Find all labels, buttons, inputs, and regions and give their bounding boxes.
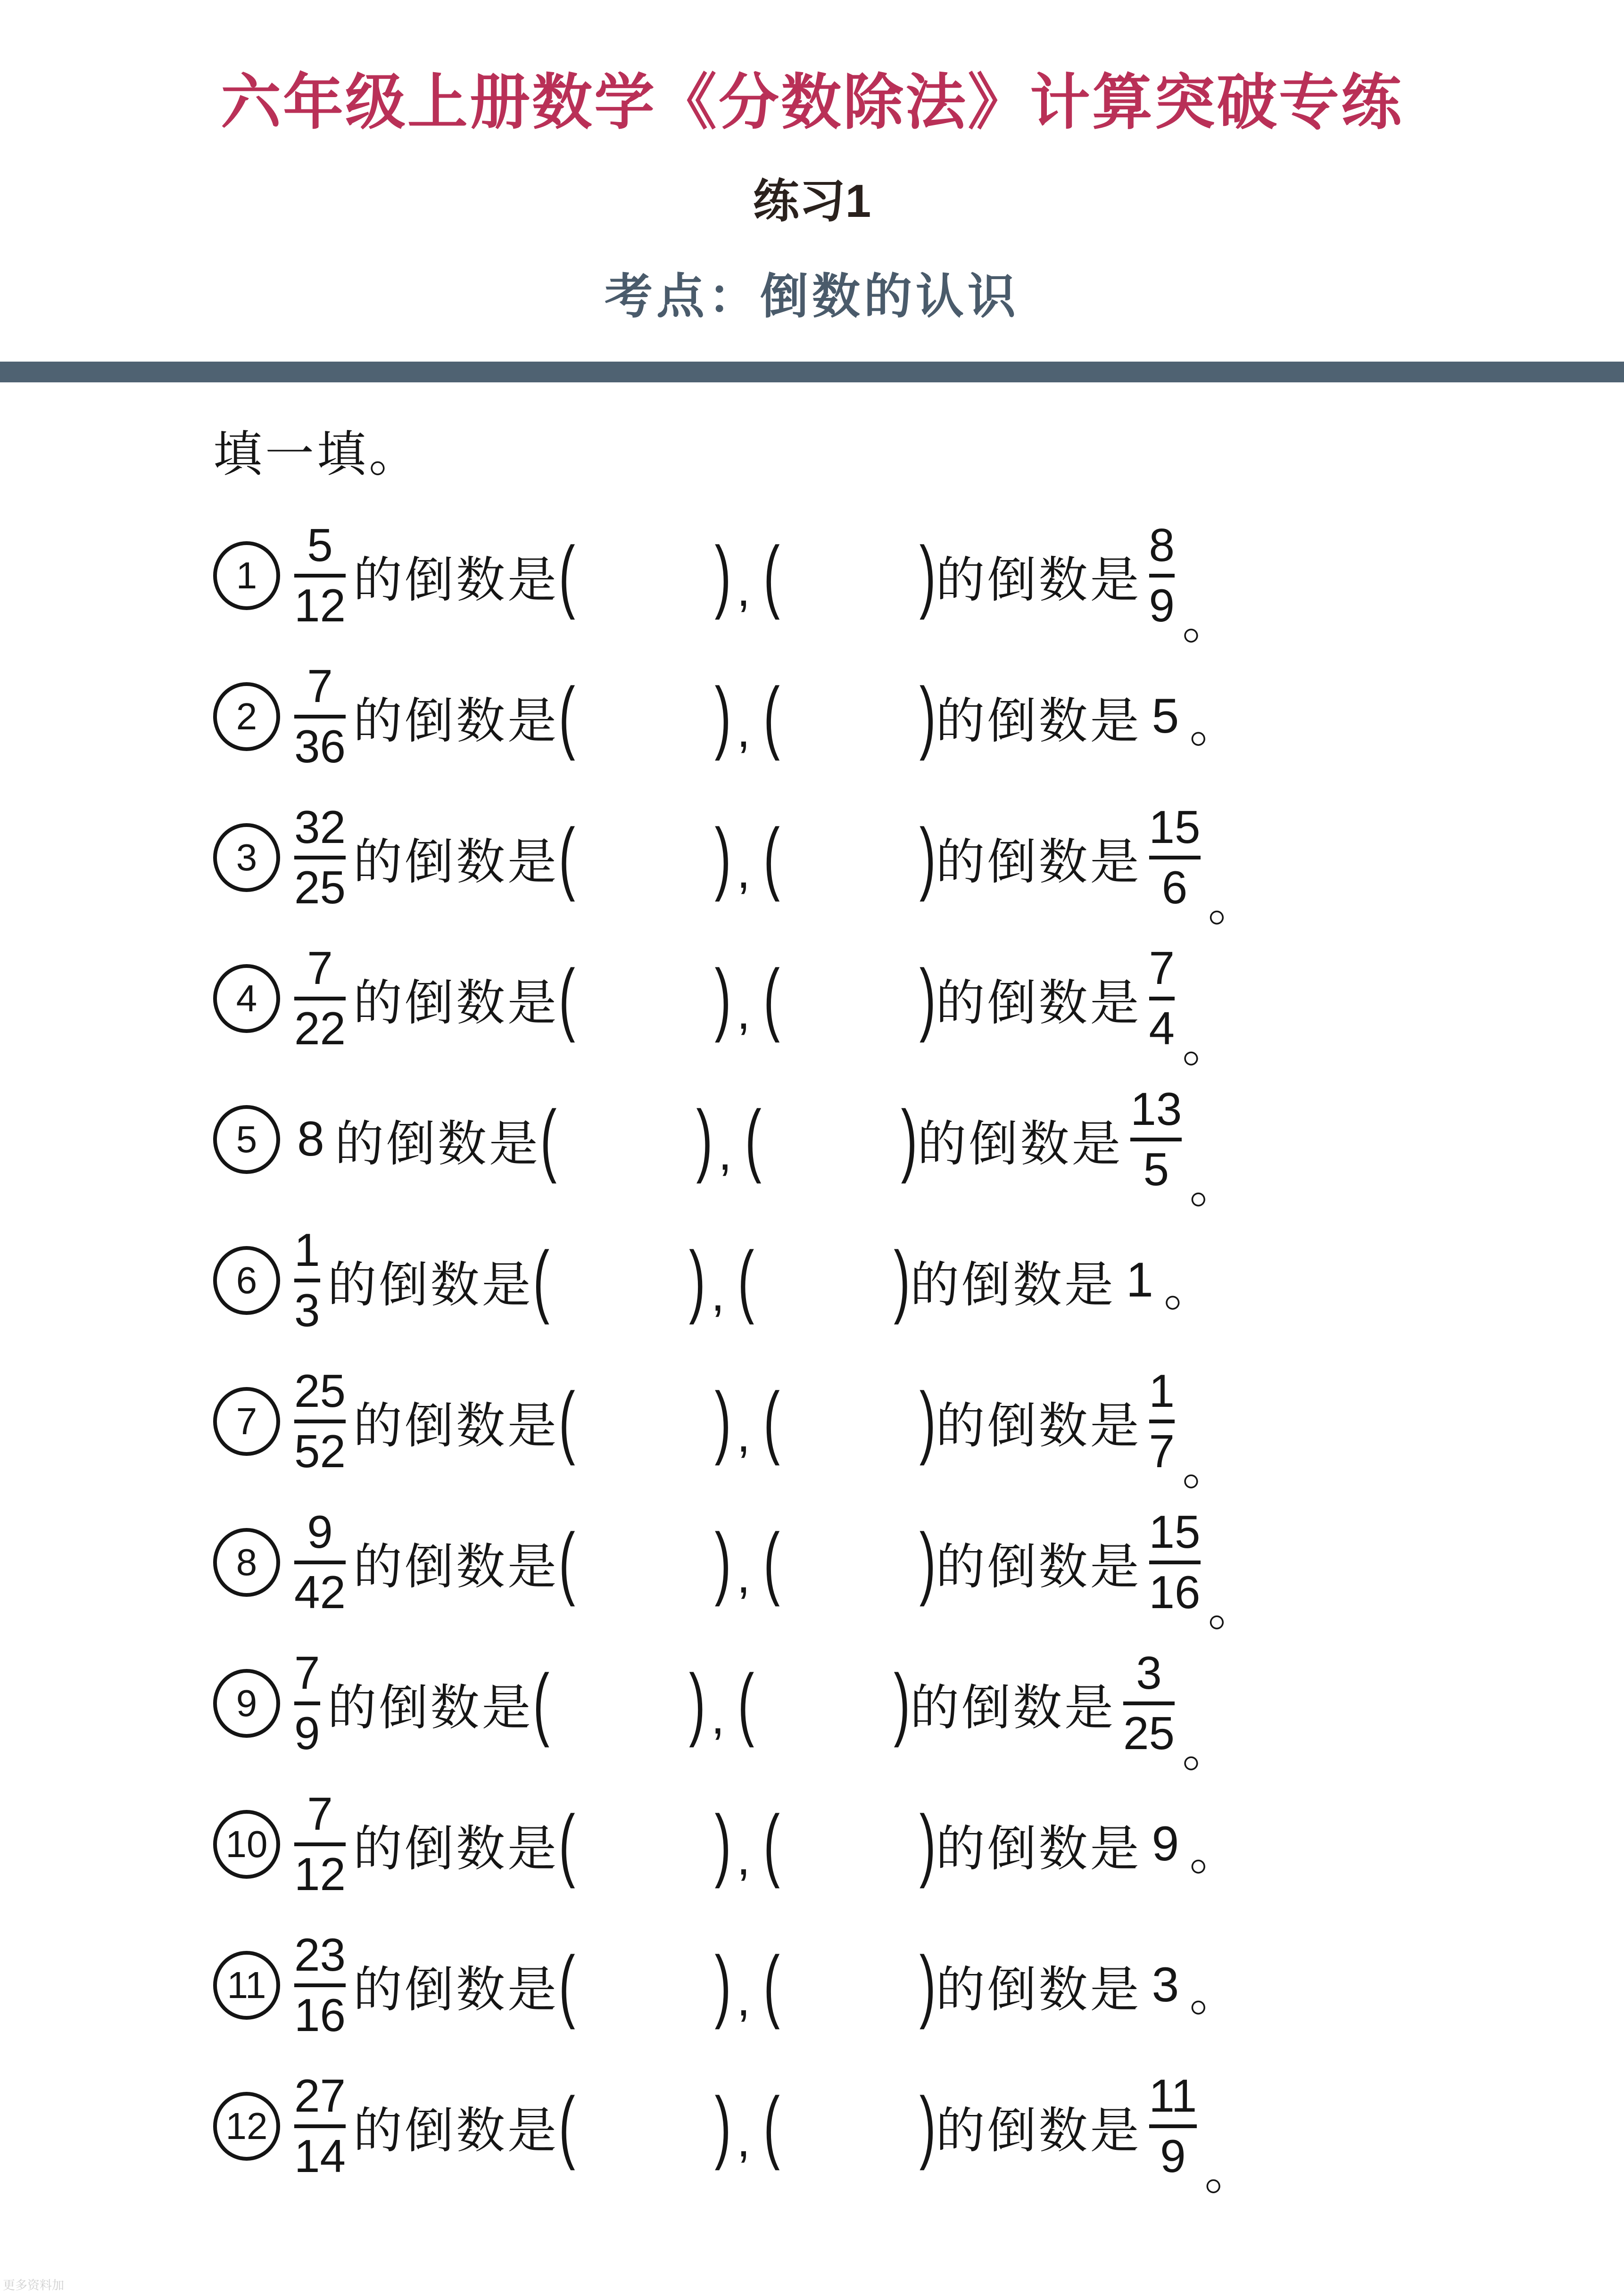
- close-paren: ): [714, 1799, 731, 1890]
- reciprocal-label: 的倒数是: [327, 1680, 533, 1735]
- comma-separator: ,: [737, 562, 751, 617]
- problem-number-badge: [213, 2092, 280, 2161]
- reciprocal-label: 的倒数是: [910, 1680, 1116, 1735]
- answer-fraction: [1123, 1648, 1175, 1759]
- given-value: [287, 1507, 353, 1618]
- answer-fraction: [1149, 1507, 1201, 1618]
- open-paren: (: [763, 671, 780, 762]
- close-paren: ): [689, 1658, 705, 1749]
- fraction-bar: [294, 997, 346, 1000]
- answer-fraction: [1149, 802, 1201, 913]
- answer-value: [1142, 1507, 1208, 1618]
- given-value: [287, 1930, 353, 2041]
- fraction-numerator: 13: [1130, 1082, 1182, 1135]
- fraction-denominator: 7: [1149, 1425, 1175, 1477]
- problem-row: [213, 1351, 1624, 1495]
- fraction-denominator: 16: [1149, 1566, 1201, 1618]
- reciprocal-label: 的倒数是: [910, 1257, 1116, 1313]
- fraction-bar: [1149, 856, 1201, 859]
- period-mark: 。: [1182, 594, 1232, 649]
- fraction-numerator: 5: [307, 519, 333, 571]
- close-paren: ): [894, 1235, 910, 1326]
- fraction-numerator: 7: [307, 660, 333, 712]
- comma-separator: ,: [737, 1408, 751, 1463]
- answer-value: [1142, 943, 1183, 1054]
- problem-number: 9: [236, 1682, 257, 1724]
- problem-row: [213, 1069, 1624, 1213]
- reciprocal-label: 的倒数是: [936, 975, 1142, 1031]
- open-paren: (: [559, 1376, 575, 1467]
- reciprocal-label: 的倒数是: [936, 694, 1142, 749]
- fraction-bar: [1149, 2124, 1197, 2128]
- reciprocal-label: 的倒数是: [936, 2103, 1142, 2158]
- comma-separator: ,: [737, 1831, 751, 1886]
- given-fraction: [294, 2071, 346, 2182]
- fraction-denominator: 9: [294, 1707, 320, 1759]
- given-value: [287, 1648, 328, 1759]
- watermark: 更多资料加: [3, 2278, 65, 2292]
- problem-number: 10: [225, 1823, 268, 1865]
- fraction-bar: [294, 1420, 346, 1423]
- fraction-bar: [294, 2124, 346, 2128]
- given-integer: 8: [297, 1112, 324, 1167]
- fraction-bar: [1149, 1561, 1201, 1564]
- period-mark: 。: [1189, 1158, 1239, 1213]
- period-mark: 。: [1189, 1825, 1239, 1880]
- reciprocal-label: 的倒数是: [353, 1821, 559, 1876]
- reciprocal-label: 的倒数是: [353, 975, 559, 1031]
- fraction-bar: [1123, 1701, 1175, 1705]
- fraction-denominator: 12: [294, 579, 346, 631]
- close-paren: ): [919, 1517, 936, 1608]
- reciprocal-label: 的倒数是: [936, 1398, 1142, 1454]
- given-fraction: [294, 1225, 320, 1336]
- answer-fraction: [1130, 1084, 1182, 1195]
- problem-number: 7: [236, 1400, 257, 1442]
- reciprocal-label: 的倒数是: [936, 1962, 1142, 2017]
- comma-separator: ,: [737, 844, 751, 899]
- period-mark: 。: [1189, 1966, 1239, 2021]
- fraction-bar: [294, 574, 346, 578]
- problems-list: [213, 505, 1624, 2200]
- problem-number-badge: [213, 1528, 280, 1597]
- open-paren: (: [737, 1235, 754, 1326]
- fraction-denominator: 42: [294, 1566, 346, 1618]
- given-value: [287, 943, 353, 1054]
- problem-row: [213, 1492, 1624, 1636]
- problem-number: 11: [227, 1964, 266, 2006]
- fraction-bar: [294, 1701, 320, 1705]
- open-paren: (: [533, 1235, 550, 1326]
- fraction-numerator: 7: [307, 942, 333, 994]
- problem-row: [213, 646, 1624, 787]
- close-paren: ): [714, 1517, 731, 1608]
- fraction-denominator: 36: [294, 720, 346, 772]
- period-mark: 。: [1208, 1581, 1257, 1636]
- answer-value: [1142, 1957, 1190, 2013]
- close-paren: ): [689, 1235, 705, 1326]
- close-paren: ): [919, 812, 936, 903]
- answer-value: [1116, 1252, 1164, 1308]
- comma-separator: ,: [711, 1267, 725, 1322]
- open-paren: (: [763, 530, 780, 621]
- fraction-numerator: 11: [1149, 2069, 1197, 2122]
- given-value: [287, 1789, 353, 1900]
- answer-fraction: [1149, 1366, 1175, 1477]
- given-fraction: [294, 802, 346, 913]
- period-mark: 。: [1208, 876, 1257, 931]
- close-paren: ): [714, 812, 731, 903]
- comma-separator: ,: [737, 703, 751, 758]
- divider-bar: [0, 362, 1624, 382]
- given-fraction: [294, 1648, 320, 1759]
- open-paren: (: [559, 953, 575, 1044]
- answer-integer: 1: [1126, 1253, 1153, 1308]
- problem-number-badge: [213, 1669, 280, 1738]
- close-paren: ): [919, 2081, 936, 2172]
- given-value: [287, 661, 353, 772]
- comma-separator: ,: [737, 2113, 751, 2168]
- answer-fraction: [1149, 943, 1175, 1054]
- close-paren: ): [714, 1940, 731, 2031]
- fraction-bar: [294, 1279, 320, 1282]
- problem-number: 8: [236, 1541, 257, 1583]
- fraction-numerator: 1: [1149, 1364, 1175, 1417]
- period-mark: 。: [1182, 1017, 1232, 1072]
- problem-row: [213, 928, 1624, 1072]
- open-paren: (: [559, 671, 575, 762]
- given-fraction: [294, 661, 346, 772]
- problem-row: [213, 1774, 1624, 1915]
- given-value: [287, 1225, 328, 1336]
- problem-row: [213, 1915, 1624, 2056]
- problem-number: 1: [236, 554, 257, 596]
- problem-number: 2: [236, 695, 257, 737]
- open-paren: (: [559, 1940, 575, 2031]
- period-mark: 。: [1204, 2145, 1254, 2200]
- exercise-subtitle: 练习1: [753, 174, 871, 227]
- fraction-bar: [294, 1842, 346, 1846]
- period-mark: 。: [1182, 1440, 1232, 1495]
- close-paren: ): [919, 1376, 936, 1467]
- open-paren: (: [559, 812, 575, 903]
- answer-integer: 5: [1152, 689, 1179, 744]
- open-paren: (: [763, 1376, 780, 1467]
- given-fraction: [294, 1789, 346, 1900]
- close-paren: ): [714, 530, 731, 621]
- fraction-bar: [294, 856, 346, 859]
- comma-separator: ,: [737, 1549, 751, 1604]
- open-paren: (: [559, 1799, 575, 1890]
- problem-row: [213, 505, 1624, 649]
- fraction-denominator: 14: [294, 2130, 346, 2182]
- problem-number: 3: [236, 836, 257, 878]
- problem-number-badge: [213, 1387, 280, 1456]
- given-value: [287, 1111, 335, 1167]
- open-paren: (: [763, 1799, 780, 1890]
- close-paren: ): [696, 1094, 713, 1185]
- open-paren: (: [763, 953, 780, 1044]
- open-paren: (: [559, 530, 575, 621]
- open-paren: (: [559, 2081, 575, 2172]
- problem-row: [213, 1210, 1624, 1351]
- fraction-denominator: 9: [1160, 2130, 1186, 2182]
- problem-number-badge: [213, 682, 280, 751]
- problem-number: 5: [236, 1118, 257, 1160]
- reciprocal-label: 的倒数是: [353, 2103, 559, 2158]
- fraction-numerator: 7: [1149, 942, 1175, 994]
- open-paren: (: [763, 1517, 780, 1608]
- answer-value: [1123, 1084, 1189, 1195]
- comma-separator: ,: [737, 1972, 751, 2027]
- fraction-numerator: 1: [294, 1223, 320, 1276]
- reciprocal-label: 的倒数是: [936, 1539, 1142, 1594]
- reciprocal-label: 的倒数是: [353, 1962, 559, 2017]
- fraction-numerator: 15: [1149, 1505, 1201, 1558]
- reciprocal-label: 的倒数是: [917, 1116, 1123, 1172]
- reciprocal-label: 的倒数是: [353, 553, 559, 608]
- reciprocal-label: 的倒数是: [353, 1398, 559, 1454]
- given-fraction: [294, 1366, 346, 1477]
- period-mark: 。: [1182, 1722, 1232, 1777]
- open-paren: (: [763, 2081, 780, 2172]
- answer-value: [1142, 520, 1183, 631]
- given-fraction: [294, 1507, 346, 1618]
- fraction-denominator: 6: [1161, 861, 1188, 913]
- given-value: [287, 2071, 353, 2182]
- answer-value: [1142, 1366, 1183, 1477]
- problem-number-badge: [213, 1951, 280, 2020]
- fraction-bar: [294, 1561, 346, 1564]
- fraction-numerator: 7: [294, 1646, 320, 1699]
- answer-fraction: [1149, 520, 1175, 631]
- fraction-numerator: 9: [307, 1505, 333, 1558]
- reciprocal-label: 的倒数是: [334, 1116, 540, 1172]
- problem-number-badge: [213, 1105, 280, 1174]
- close-paren: ): [714, 1376, 731, 1467]
- period-mark: 。: [1189, 697, 1239, 752]
- fraction-denominator: 25: [294, 861, 346, 913]
- fraction-bar: [1149, 574, 1175, 578]
- reciprocal-label: 的倒数是: [936, 834, 1142, 890]
- close-paren: ): [919, 1940, 936, 2031]
- fraction-bar: [294, 715, 346, 719]
- close-paren: ): [714, 671, 731, 762]
- answer-value: [1142, 802, 1208, 913]
- given-fraction: [294, 520, 346, 631]
- open-paren: (: [745, 1094, 762, 1185]
- page-title: 六年级上册数学《分数除法》计算突破专练: [220, 69, 1403, 136]
- problem-number-badge: [213, 541, 280, 610]
- close-paren: ): [919, 530, 936, 621]
- fraction-bar: [1130, 1138, 1182, 1141]
- open-paren: (: [737, 1658, 754, 1749]
- given-fraction: [294, 943, 346, 1054]
- answer-integer: 3: [1152, 1957, 1179, 2013]
- open-paren: (: [763, 812, 780, 903]
- open-paren: (: [533, 1658, 550, 1749]
- comma-separator: ,: [718, 1126, 732, 1181]
- problem-row: [213, 787, 1624, 931]
- problem-row: [213, 1633, 1624, 1777]
- answer-value: [1116, 1648, 1182, 1759]
- comma-separator: ,: [711, 1690, 725, 1745]
- fraction-denominator: 22: [294, 1002, 346, 1054]
- problem-number-badge: [213, 1810, 280, 1879]
- close-paren: ): [919, 671, 936, 762]
- fraction-bar: [1149, 997, 1175, 1000]
- fraction-numerator: 8: [1149, 519, 1175, 571]
- given-value: [287, 1366, 353, 1477]
- problem-number-badge: [213, 1246, 280, 1315]
- fraction-numerator: 27: [294, 2069, 346, 2122]
- topic-heading: 考点：倒数的认识: [605, 269, 1019, 323]
- problem-number: 6: [236, 1259, 257, 1301]
- answer-value: [1142, 2071, 1205, 2182]
- fraction-denominator: 52: [294, 1425, 346, 1477]
- reciprocal-label: 的倒数是: [353, 1539, 559, 1594]
- given-fraction: [294, 1930, 346, 2041]
- problem-number-badge: [213, 964, 280, 1033]
- fraction-denominator: 12: [294, 1848, 346, 1900]
- reciprocal-label: 的倒数是: [353, 834, 559, 890]
- fraction-numerator: 7: [307, 1787, 333, 1840]
- section-instruction: 填一填。: [213, 427, 421, 482]
- fraction-denominator: 5: [1143, 1143, 1169, 1195]
- given-value: [287, 520, 353, 631]
- fraction-numerator: 25: [294, 1364, 346, 1417]
- answer-integer: 9: [1152, 1817, 1179, 1872]
- problem-number: 12: [225, 2105, 268, 2147]
- fraction-denominator: 25: [1123, 1707, 1175, 1759]
- open-paren: (: [559, 1517, 575, 1608]
- reciprocal-label: 的倒数是: [936, 1821, 1142, 1876]
- fraction-numerator: 15: [1149, 801, 1201, 853]
- fraction-numerator: 3: [1136, 1646, 1162, 1699]
- fraction-numerator: 23: [294, 1928, 346, 1981]
- close-paren: ): [894, 1658, 910, 1749]
- reciprocal-label: 的倒数是: [936, 553, 1142, 608]
- answer-value: [1142, 688, 1190, 744]
- problem-number: 4: [236, 977, 257, 1019]
- worksheet-content: [0, 427, 1624, 2200]
- period-mark: 。: [1163, 1261, 1213, 1316]
- fraction-bar: [294, 1983, 346, 1987]
- reciprocal-label: 的倒数是: [353, 694, 559, 749]
- open-paren: (: [763, 1940, 780, 2031]
- fraction-bar: [1149, 1420, 1175, 1423]
- close-paren: ): [714, 953, 731, 1044]
- problem-row: [213, 2056, 1624, 2200]
- close-paren: ): [919, 953, 936, 1044]
- comma-separator: ,: [737, 985, 751, 1040]
- close-paren: ): [919, 1799, 936, 1890]
- answer-value: [1142, 1816, 1190, 1872]
- close-paren: ): [901, 1094, 918, 1185]
- fraction-numerator: 32: [294, 801, 346, 853]
- reciprocal-label: 的倒数是: [327, 1257, 533, 1313]
- fraction-denominator: 16: [294, 1989, 346, 2041]
- close-paren: ): [714, 2081, 731, 2172]
- fraction-denominator: 9: [1149, 579, 1175, 631]
- fraction-denominator: 4: [1149, 1002, 1175, 1054]
- open-paren: (: [540, 1094, 557, 1185]
- answer-fraction: [1149, 2071, 1197, 2182]
- problem-number-badge: [213, 823, 280, 892]
- fraction-denominator: 3: [294, 1284, 320, 1336]
- given-value: [287, 802, 353, 913]
